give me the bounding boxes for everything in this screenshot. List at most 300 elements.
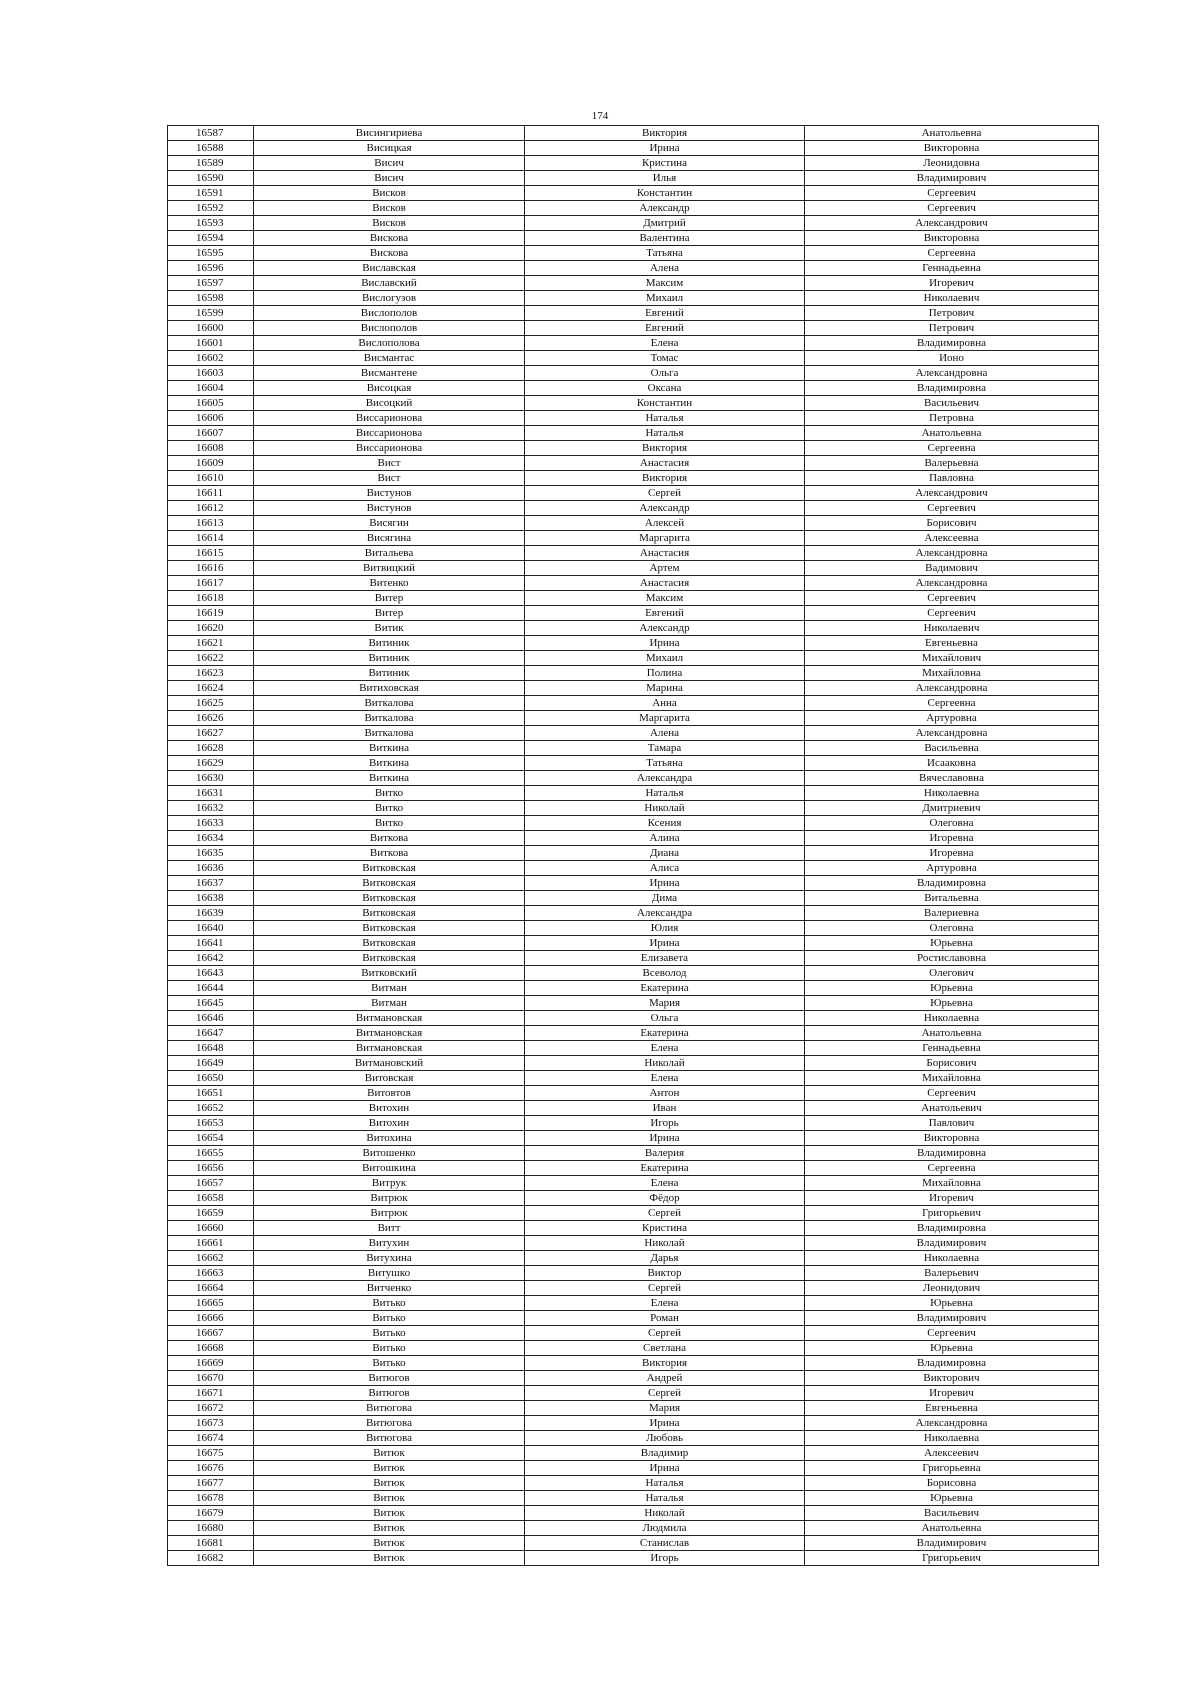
first-name-cell: Константин xyxy=(525,396,805,411)
patronymic-cell: Владимирович xyxy=(805,171,1099,186)
first-name-cell: Тамара xyxy=(525,741,805,756)
patronymic-cell: Владимирович xyxy=(805,1311,1099,1326)
table-row xyxy=(168,381,1099,396)
surname-cell: Витовтов xyxy=(254,1086,525,1101)
patronymic-cell: Дмитриевич xyxy=(805,801,1099,816)
first-name-cell: Кристина xyxy=(525,1221,805,1236)
record-number-cell: 16630 xyxy=(168,771,254,786)
surname-cell: Витько xyxy=(254,1311,525,1326)
record-number-cell: 16636 xyxy=(168,861,254,876)
patronymic-cell: Олеговна xyxy=(805,921,1099,936)
table-row xyxy=(168,681,1099,696)
record-number-cell: 16663 xyxy=(168,1266,254,1281)
surname-cell: Висингириева xyxy=(254,126,525,141)
surname-cell: Витрюк xyxy=(254,1191,525,1206)
table-row xyxy=(168,306,1099,321)
patronymic-cell: Николаевна xyxy=(805,1431,1099,1446)
patronymic-cell: Сергеевич xyxy=(805,606,1099,621)
patronymic-cell: Борисович xyxy=(805,1056,1099,1071)
record-number-cell: 16671 xyxy=(168,1386,254,1401)
patronymic-cell: Сергеевич xyxy=(805,201,1099,216)
record-number-cell: 16648 xyxy=(168,1041,254,1056)
patronymic-cell: Борисовна xyxy=(805,1476,1099,1491)
table-row xyxy=(168,1356,1099,1371)
patronymic-cell: Анатольевна xyxy=(805,1521,1099,1536)
record-number-cell: 16633 xyxy=(168,816,254,831)
table-row xyxy=(168,741,1099,756)
surname-cell: Витовская xyxy=(254,1071,525,1086)
table-row xyxy=(168,1461,1099,1476)
surname-cell: Вислогузов xyxy=(254,291,525,306)
table-row xyxy=(168,231,1099,246)
surname-cell: Витковская xyxy=(254,861,525,876)
record-number-cell: 16608 xyxy=(168,441,254,456)
record-number-cell: 16601 xyxy=(168,336,254,351)
patronymic-cell: Олеговна xyxy=(805,816,1099,831)
first-name-cell: Наталья xyxy=(525,1491,805,1506)
surname-cell: Витмановский xyxy=(254,1056,525,1071)
first-name-cell: Сергей xyxy=(525,1386,805,1401)
record-number-cell: 16652 xyxy=(168,1101,254,1116)
surname-cell: Витько xyxy=(254,1326,525,1341)
record-number-cell: 16674 xyxy=(168,1431,254,1446)
table-row xyxy=(168,996,1099,1011)
table-row xyxy=(168,1161,1099,1176)
record-number-cell: 16611 xyxy=(168,486,254,501)
record-number-cell: 16599 xyxy=(168,306,254,321)
record-number-cell: 16621 xyxy=(168,636,254,651)
surname-cell: Витохин xyxy=(254,1116,525,1131)
first-name-cell: Сергей xyxy=(525,486,805,501)
first-name-cell: Любовь xyxy=(525,1431,805,1446)
table-row xyxy=(168,1206,1099,1221)
surname-cell: Вискова xyxy=(254,246,525,261)
patronymic-cell: Сергеевич xyxy=(805,591,1099,606)
surname-cell: Висич xyxy=(254,171,525,186)
surname-cell: Витт xyxy=(254,1221,525,1236)
record-number-cell: 16591 xyxy=(168,186,254,201)
table-row xyxy=(168,411,1099,426)
table-row xyxy=(168,396,1099,411)
patronymic-cell: Васильевна xyxy=(805,741,1099,756)
first-name-cell: Марина xyxy=(525,681,805,696)
page-number: 174 xyxy=(591,110,609,122)
surname-cell: Витко xyxy=(254,786,525,801)
record-number-cell: 16645 xyxy=(168,996,254,1011)
record-number-cell: 16619 xyxy=(168,606,254,621)
surname-cell: Витрук xyxy=(254,1176,525,1191)
record-number-cell: 16676 xyxy=(168,1461,254,1476)
table-row xyxy=(168,1116,1099,1131)
record-number-cell: 16589 xyxy=(168,156,254,171)
first-name-cell: Анна xyxy=(525,696,805,711)
record-number-cell: 16664 xyxy=(168,1281,254,1296)
table-row xyxy=(168,486,1099,501)
surname-cell: Вистунов xyxy=(254,486,525,501)
surname-cell: Витюк xyxy=(254,1446,525,1461)
surname-cell: Витюк xyxy=(254,1491,525,1506)
table-row xyxy=(168,756,1099,771)
surname-cell: Витохина xyxy=(254,1131,525,1146)
surname-cell: Висков xyxy=(254,186,525,201)
record-number-cell: 16632 xyxy=(168,801,254,816)
table-row xyxy=(168,1401,1099,1416)
record-number-cell: 16597 xyxy=(168,276,254,291)
surname-cell: Витер xyxy=(254,591,525,606)
surname-cell: Витюгова xyxy=(254,1416,525,1431)
first-name-cell: Антон xyxy=(525,1086,805,1101)
record-number-cell: 16629 xyxy=(168,756,254,771)
surname-cell: Висков xyxy=(254,201,525,216)
surname-cell: Витошкина xyxy=(254,1161,525,1176)
patronymic-cell: Анатольевна xyxy=(805,426,1099,441)
surname-cell: Вислополов xyxy=(254,306,525,321)
first-name-cell: Валерия xyxy=(525,1146,805,1161)
record-number-cell: 16637 xyxy=(168,876,254,891)
patronymic-cell: Николаевна xyxy=(805,1011,1099,1026)
first-name-cell: Юлия xyxy=(525,921,805,936)
patronymic-cell: Владимировна xyxy=(805,381,1099,396)
patronymic-cell: Владимирович xyxy=(805,1236,1099,1251)
table-row xyxy=(168,1101,1099,1116)
table-row xyxy=(168,171,1099,186)
record-number-cell: 16612 xyxy=(168,501,254,516)
record-number-cell: 16665 xyxy=(168,1296,254,1311)
patronymic-cell: Евгеньевна xyxy=(805,636,1099,651)
patronymic-cell: Александровна xyxy=(805,681,1099,696)
patronymic-cell: Владимировна xyxy=(805,336,1099,351)
record-number-cell: 16672 xyxy=(168,1401,254,1416)
patronymic-cell: Николаевна xyxy=(805,1251,1099,1266)
table-row xyxy=(168,1341,1099,1356)
surname-cell: Витковская xyxy=(254,936,525,951)
table-row xyxy=(168,891,1099,906)
surname-cell: Витиник xyxy=(254,651,525,666)
table-row xyxy=(168,1476,1099,1491)
first-name-cell: Игорь xyxy=(525,1551,805,1566)
patronymic-cell: Григорьевич xyxy=(805,1206,1099,1221)
table-row xyxy=(168,771,1099,786)
patronymic-cell: Юрьевна xyxy=(805,996,1099,1011)
table-row xyxy=(168,1446,1099,1461)
record-number-cell: 16658 xyxy=(168,1191,254,1206)
surname-cell: Витенко xyxy=(254,576,525,591)
table-row xyxy=(168,801,1099,816)
surname-cell: Виткалова xyxy=(254,711,525,726)
patronymic-cell: Анатольевна xyxy=(805,126,1099,141)
first-name-cell: Игорь xyxy=(525,1116,805,1131)
surname-cell: Вист xyxy=(254,456,525,471)
surname-cell: Витюгова xyxy=(254,1401,525,1416)
first-name-cell: Наталья xyxy=(525,786,805,801)
surname-cell: Висмантас xyxy=(254,351,525,366)
patronymic-cell: Михайловна xyxy=(805,1176,1099,1191)
table-row xyxy=(168,546,1099,561)
first-name-cell: Дмитрий xyxy=(525,216,805,231)
patronymic-cell: Сергеевна xyxy=(805,696,1099,711)
record-number-cell: 16624 xyxy=(168,681,254,696)
patronymic-cell: Викторовна xyxy=(805,231,1099,246)
patronymic-cell: Петрович xyxy=(805,321,1099,336)
patronymic-cell: Павлович xyxy=(805,1116,1099,1131)
first-name-cell: Артем xyxy=(525,561,805,576)
first-name-cell: Андрей xyxy=(525,1371,805,1386)
table-row xyxy=(168,1011,1099,1026)
table-row xyxy=(168,1386,1099,1401)
record-number-cell: 16626 xyxy=(168,711,254,726)
patronymic-cell: Олегович xyxy=(805,966,1099,981)
table-row xyxy=(168,1371,1099,1386)
table-row xyxy=(168,1221,1099,1236)
record-number-cell: 16679 xyxy=(168,1506,254,1521)
surname-cell: Витковская xyxy=(254,891,525,906)
record-number-cell: 16670 xyxy=(168,1371,254,1386)
table-row xyxy=(168,1266,1099,1281)
surname-cell: Висицкая xyxy=(254,141,525,156)
surname-cell: Виссарионова xyxy=(254,441,525,456)
record-number-cell: 16614 xyxy=(168,531,254,546)
record-number-cell: 16615 xyxy=(168,546,254,561)
patronymic-cell: Сергеевич xyxy=(805,186,1099,201)
first-name-cell: Евгений xyxy=(525,306,805,321)
record-number-cell: 16656 xyxy=(168,1161,254,1176)
record-number-cell: 16657 xyxy=(168,1176,254,1191)
patronymic-cell: Игоревна xyxy=(805,831,1099,846)
table-row xyxy=(168,1416,1099,1431)
table-row xyxy=(168,696,1099,711)
record-number-cell: 16618 xyxy=(168,591,254,606)
surname-cell: Витмановская xyxy=(254,1026,525,1041)
surname-cell: Виславская xyxy=(254,261,525,276)
first-name-cell: Полина xyxy=(525,666,805,681)
surname-cell: Висягина xyxy=(254,531,525,546)
table-row xyxy=(168,1131,1099,1146)
patronymic-cell: Владимирович xyxy=(805,1536,1099,1551)
surname-cell: Витюгова xyxy=(254,1431,525,1446)
first-name-cell: Екатерина xyxy=(525,981,805,996)
first-name-cell: Татьяна xyxy=(525,246,805,261)
patronymic-cell: Александровна xyxy=(805,1416,1099,1431)
patronymic-cell: Сергеевна xyxy=(805,441,1099,456)
patronymic-cell: Валерьевна xyxy=(805,456,1099,471)
record-number-cell: 16654 xyxy=(168,1131,254,1146)
surname-cell: Витюгов xyxy=(254,1386,525,1401)
table-row xyxy=(168,921,1099,936)
patronymic-cell: Витальевна xyxy=(805,891,1099,906)
record-number-cell: 16678 xyxy=(168,1491,254,1506)
surname-cell: Витюк xyxy=(254,1536,525,1551)
surname-cell: Витухина xyxy=(254,1251,525,1266)
table-row xyxy=(168,126,1099,141)
record-number-cell: 16640 xyxy=(168,921,254,936)
surname-cell: Витюк xyxy=(254,1506,525,1521)
record-number-cell: 16642 xyxy=(168,951,254,966)
first-name-cell: Татьяна xyxy=(525,756,805,771)
first-name-cell: Алена xyxy=(525,726,805,741)
record-number-cell: 16602 xyxy=(168,351,254,366)
table-row xyxy=(168,261,1099,276)
first-name-cell: Александр xyxy=(525,501,805,516)
patronymic-cell: Михайлович xyxy=(805,651,1099,666)
patronymic-cell: Михайловна xyxy=(805,1071,1099,1086)
record-number-cell: 16655 xyxy=(168,1146,254,1161)
surname-cell: Витько xyxy=(254,1296,525,1311)
patronymic-cell: Владимировна xyxy=(805,1146,1099,1161)
table-row xyxy=(168,861,1099,876)
record-number-cell: 16604 xyxy=(168,381,254,396)
record-number-cell: 16595 xyxy=(168,246,254,261)
surname-cell: Витухин xyxy=(254,1236,525,1251)
patronymic-cell: Борисович xyxy=(805,516,1099,531)
record-number-cell: 16651 xyxy=(168,1086,254,1101)
patronymic-cell: Николаевич xyxy=(805,291,1099,306)
first-name-cell: Ирина xyxy=(525,1416,805,1431)
record-number-cell: 16596 xyxy=(168,261,254,276)
record-number-cell: 16641 xyxy=(168,936,254,951)
record-number-cell: 16643 xyxy=(168,966,254,981)
record-number-cell: 16625 xyxy=(168,696,254,711)
patronymic-cell: Вячеславовна xyxy=(805,771,1099,786)
record-number-cell: 16587 xyxy=(168,126,254,141)
patronymic-cell: Юрьевна xyxy=(805,1296,1099,1311)
table-row xyxy=(168,1191,1099,1206)
record-number-cell: 16649 xyxy=(168,1056,254,1071)
table-row xyxy=(168,1431,1099,1446)
first-name-cell: Елена xyxy=(525,1296,805,1311)
record-number-cell: 16662 xyxy=(168,1251,254,1266)
record-number-cell: 16646 xyxy=(168,1011,254,1026)
surname-cell: Витик xyxy=(254,621,525,636)
first-name-cell: Николай xyxy=(525,1236,805,1251)
first-name-cell: Екатерина xyxy=(525,1161,805,1176)
table-row xyxy=(168,366,1099,381)
first-name-cell: Константин xyxy=(525,186,805,201)
first-name-cell: Елизавета xyxy=(525,951,805,966)
table-row xyxy=(168,1146,1099,1161)
first-name-cell: Алина xyxy=(525,831,805,846)
first-name-cell: Фёдор xyxy=(525,1191,805,1206)
patronymic-cell: Игоревич xyxy=(805,276,1099,291)
first-name-cell: Евгений xyxy=(525,606,805,621)
patronymic-cell: Геннадьевна xyxy=(805,261,1099,276)
record-number-cell: 16667 xyxy=(168,1326,254,1341)
first-name-cell: Мария xyxy=(525,996,805,1011)
first-name-cell: Дима xyxy=(525,891,805,906)
surname-cell: Витохин xyxy=(254,1101,525,1116)
patronymic-cell: Евгеньевна xyxy=(805,1401,1099,1416)
record-number-cell: 16588 xyxy=(168,141,254,156)
patronymic-cell: Леонидович xyxy=(805,1281,1099,1296)
surname-cell: Витрюк xyxy=(254,1206,525,1221)
table-row xyxy=(168,831,1099,846)
first-name-cell: Николай xyxy=(525,1506,805,1521)
surname-cell: Витиник xyxy=(254,636,525,651)
table-row xyxy=(168,606,1099,621)
patronymic-cell: Александрович xyxy=(805,216,1099,231)
surname-cell: Витушко xyxy=(254,1266,525,1281)
surname-cell: Виславский xyxy=(254,276,525,291)
surname-cell: Витко xyxy=(254,801,525,816)
record-number-cell: 16627 xyxy=(168,726,254,741)
patronymic-cell: Сергеевна xyxy=(805,1161,1099,1176)
first-name-cell: Виктория xyxy=(525,1356,805,1371)
surname-cell: Висоцкий xyxy=(254,396,525,411)
record-number-cell: 16635 xyxy=(168,846,254,861)
surname-cell: Витько xyxy=(254,1356,525,1371)
first-name-cell: Дарья xyxy=(525,1251,805,1266)
record-number-cell: 16600 xyxy=(168,321,254,336)
surname-cell: Витюгов xyxy=(254,1371,525,1386)
first-name-cell: Алексей xyxy=(525,516,805,531)
first-name-cell: Сергей xyxy=(525,1326,805,1341)
record-number-cell: 16653 xyxy=(168,1116,254,1131)
record-number-cell: 16669 xyxy=(168,1356,254,1371)
surname-cell: Висков xyxy=(254,216,525,231)
patronymic-cell: Анатольевна xyxy=(805,1026,1099,1041)
surname-cell: Виткина xyxy=(254,756,525,771)
surname-cell: Витюк xyxy=(254,1476,525,1491)
first-name-cell: Виктория xyxy=(525,126,805,141)
record-number-cell: 16673 xyxy=(168,1416,254,1431)
first-name-cell: Ирина xyxy=(525,936,805,951)
table-row xyxy=(168,1026,1099,1041)
patronymic-cell: Юрьевна xyxy=(805,936,1099,951)
record-number-cell: 16677 xyxy=(168,1476,254,1491)
patronymic-cell: Вадимович xyxy=(805,561,1099,576)
record-number-cell: 16634 xyxy=(168,831,254,846)
first-name-cell: Наталья xyxy=(525,411,805,426)
patronymic-cell: Григорьевна xyxy=(805,1461,1099,1476)
record-number-cell: 16680 xyxy=(168,1521,254,1536)
first-name-cell: Ирина xyxy=(525,876,805,891)
record-number-cell: 16675 xyxy=(168,1446,254,1461)
table-row xyxy=(168,1236,1099,1251)
patronymic-cell: Алексеевич xyxy=(805,1446,1099,1461)
surname-cell: Витмановская xyxy=(254,1041,525,1056)
table-row xyxy=(168,1281,1099,1296)
table-row xyxy=(168,531,1099,546)
patronymic-cell: Сергеевна xyxy=(805,246,1099,261)
record-number-cell: 16605 xyxy=(168,396,254,411)
record-number-cell: 16616 xyxy=(168,561,254,576)
first-name-cell: Максим xyxy=(525,276,805,291)
patronymic-cell: Владимировна xyxy=(805,876,1099,891)
first-name-cell: Мария xyxy=(525,1401,805,1416)
first-name-cell: Сергей xyxy=(525,1281,805,1296)
record-number-cell: 16622 xyxy=(168,651,254,666)
patronymic-cell: Артуровна xyxy=(805,711,1099,726)
table-row xyxy=(168,141,1099,156)
first-name-cell: Диана xyxy=(525,846,805,861)
surname-cell: Вист xyxy=(254,471,525,486)
table-row xyxy=(168,426,1099,441)
first-name-cell: Анастасия xyxy=(525,456,805,471)
surname-cell: Витковская xyxy=(254,906,525,921)
table-row xyxy=(168,651,1099,666)
patronymic-cell: Васильевич xyxy=(805,396,1099,411)
table-row xyxy=(168,516,1099,531)
table-row xyxy=(168,456,1099,471)
first-name-cell: Александр xyxy=(525,201,805,216)
roster-table xyxy=(167,125,1099,1566)
patronymic-cell: Игоревна xyxy=(805,846,1099,861)
first-name-cell: Александр xyxy=(525,621,805,636)
patronymic-cell: Игоревич xyxy=(805,1386,1099,1401)
record-number-cell: 16631 xyxy=(168,786,254,801)
table-row xyxy=(168,1311,1099,1326)
record-number-cell: 16594 xyxy=(168,231,254,246)
patronymic-cell: Валериевна xyxy=(805,906,1099,921)
